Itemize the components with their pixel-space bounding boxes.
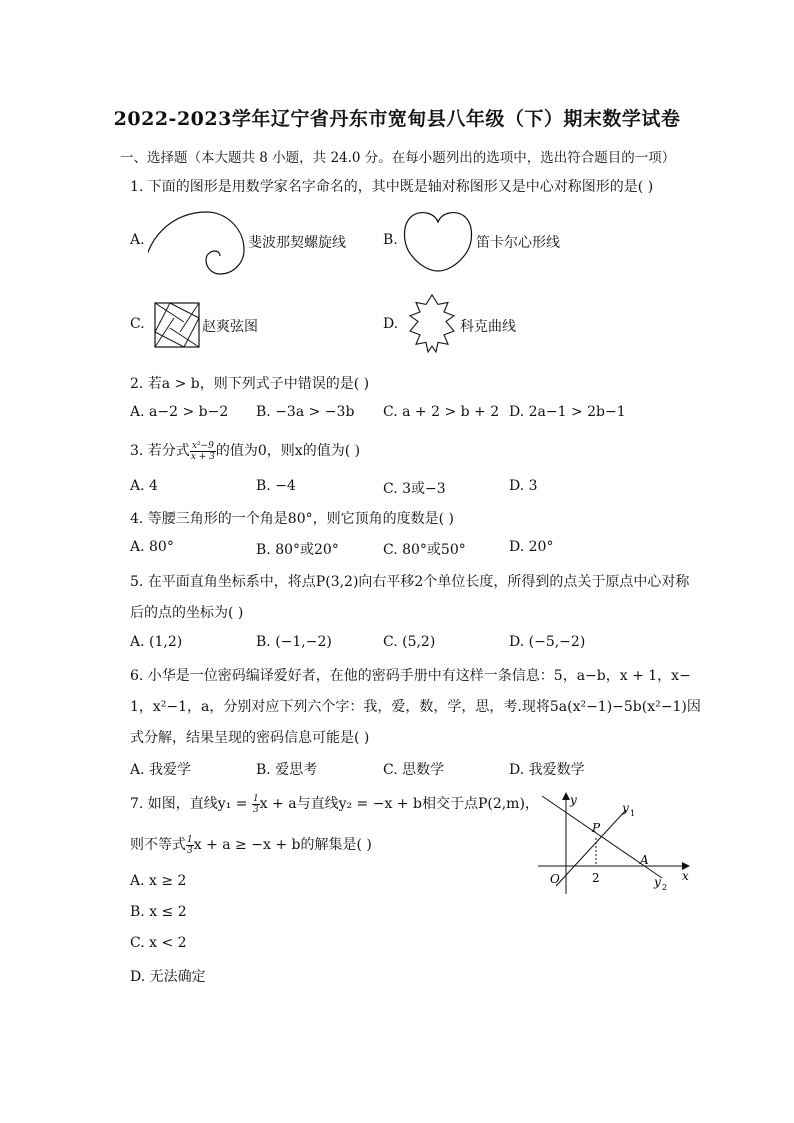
q1-option-b-letter: B. [383,232,398,248]
q3-stem-pre: 3. 若分式 [130,443,190,459]
line-y2-subscript: 2 [662,883,668,892]
line-y1-subscript: 1 [630,809,636,818]
question-1-stem: 1. 下面的图形是用数学家名字命名的，其中既是轴对称图形又是中心对称图形的是( ) [130,179,654,195]
q3-stem-post: 的值为0，则x的值为( ) [215,443,361,459]
question-2-stem: 2. 若a > b，则下列式子中错误的是( ) [130,376,370,392]
q3-option-a: A. 4 [130,478,158,494]
question-4-stem: 4. 等腰三角形的一个角是80°，则它顶角的度数是( ) [130,511,454,527]
question-6-stem-line1: 6. 小华是一位密码编译爱好者，在他的密码手册中有这样一条信息：5，a−b，x + 1，x− [130,668,691,684]
q7-line-graph [530,786,696,896]
question-7-stem-line2 [130,834,372,856]
question-6-stem-line3: 式分解，结果呈现的密码信息可能是( ) [130,730,370,746]
q7-stem1-post: x + a与直线y₂ = −x + b相交于点P(2,m)， [259,796,539,812]
q7-option-b: B. x ≤ 2 [130,904,187,920]
tick-2-label: 2 [592,871,600,885]
q3-option-b: B. −4 [256,478,296,494]
x-axis-label: x [682,869,689,883]
line-y2-label: y [654,875,661,889]
q7-option-c: C. x < 2 [130,935,187,951]
q5-option-a: A. (1,2) [130,634,183,650]
q1-option-c-letter: C. [130,316,145,332]
point-a-label: A [640,853,649,867]
q7-frac1-num: 1 [252,793,259,804]
q4-option-b: B. 80°或20° [256,542,339,558]
y-axis-label: y [570,793,577,807]
q4-option-a: A. 80° [130,539,174,555]
q3-option-c: C. 3或−3 [383,481,446,497]
q2-option-d: D. 2a−1 > 2b−1 [509,404,626,420]
question-5-stem-line2: 后的点的坐标为( ) [130,605,244,621]
q7-frac2-num: 1 [187,834,193,845]
q7-fraction-1 [252,794,260,815]
point-p-label: P [592,821,601,835]
q3-frac-den: x + 3 [190,451,215,462]
q7-option-a: A. x ≥ 2 [130,873,187,889]
q2-option-a: A. a−2 > b−2 [130,404,229,420]
question-3-stem [130,440,360,462]
q4-option-c: C. 80°或50° [383,542,466,558]
line-y1-label: y [622,801,629,815]
q6-option-a: A. 我爱学 [130,762,192,778]
q1-option-a-letter: A. [130,232,145,248]
q6-option-b: B. 爱思考 [256,762,318,778]
q1-option-a-label: 斐波那契螺旋线 [248,235,346,251]
q3-fraction [190,441,216,462]
q5-option-b: B. (−1,−2) [256,634,332,650]
q7-fraction-2 [186,835,194,856]
page-title: 2022-2023学年辽宁省丹东市宽甸县八年级（下）期末数学试卷 [113,108,681,130]
q7-stem2-post: x + a ≥ −x + b的解集是( ) [193,837,372,853]
fibonacci-spiral-figure [148,206,248,278]
q7-frac1-den: 3 [252,804,259,815]
q1-option-d-letter: D. [383,316,399,332]
section-heading: 一、选择题（本大题共 8 小题，共 24.0 分。在每小题列出的选项中，选出符合题目的一项） [120,150,676,166]
q3-frac-num: x²−9 [190,441,216,452]
q5-option-c: C. (5,2) [383,634,436,650]
q4-option-d: D. 20° [509,539,554,555]
q2-option-b: B. −3a > −3b [256,404,355,420]
y-axis-arrow-icon [562,792,570,800]
zhao-shuang-diagram-figure [154,302,200,348]
q1-option-b-label: 笛卡尔心形线 [476,235,560,251]
question-7-stem-line1 [130,793,539,815]
q1-option-c-label: 赵爽弦图 [202,319,258,335]
q7-frac2-den: 3 [187,845,193,856]
question-5-stem-line1: 5. 在平面直角坐标系中，将点P(3,2)向右平移2个单位长度，所得到的点关于原点中心对称 [130,574,690,590]
q2-option-c: C. a + 2 > b + 2 [383,404,500,420]
koch-curve-figure [402,285,462,365]
q7-stem2-pre: 则不等式 [130,837,186,853]
q7-option-d: D. 无法确定 [130,969,206,985]
q6-option-c: C. 思数学 [383,762,445,778]
question-6-stem-line2: 1，x²−1，a，分别对应下列六个字：我，爱，数，学，思，考.现将5a(x²−1)−5b(x²−1)因 [130,699,701,715]
q5-option-d: D. (−5,−2) [509,634,586,650]
origin-label: O [550,872,560,886]
cardioid-figure [402,208,474,274]
q3-option-d: D. 3 [509,478,538,494]
q6-option-d: D. 我爱数学 [509,762,585,778]
q7-stem1-pre: 7. 如图，直线y₁ = [130,796,252,812]
q1-option-d-label: 科克曲线 [460,319,516,335]
